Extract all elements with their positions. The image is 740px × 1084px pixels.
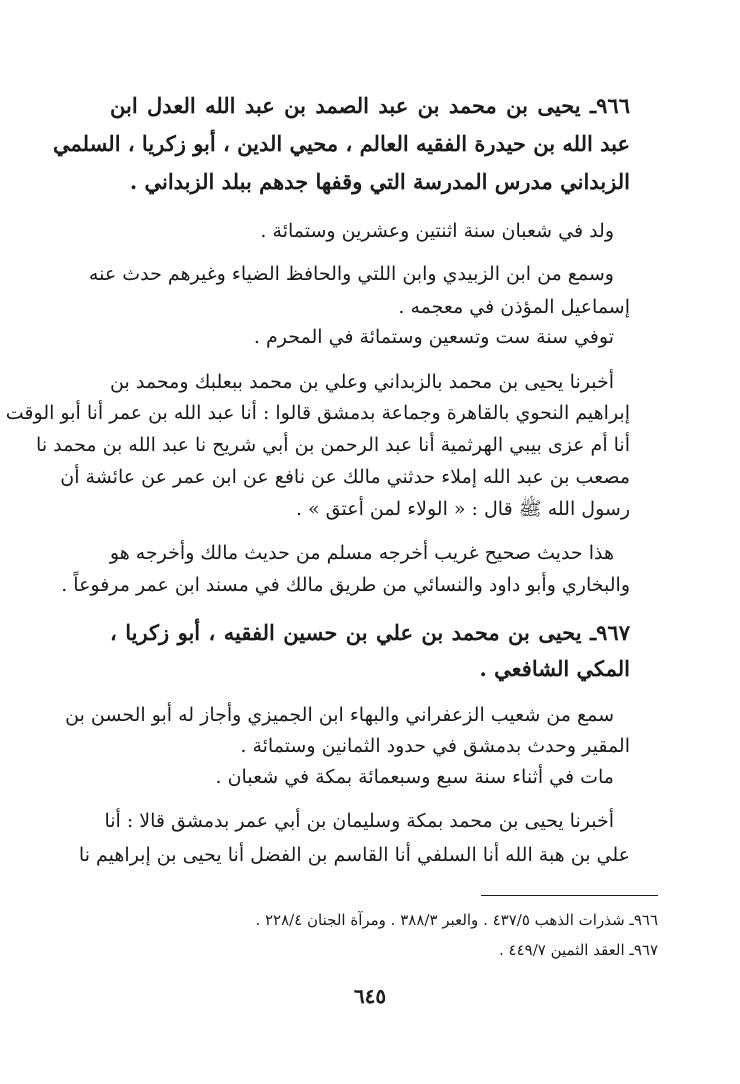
- footnote-967: ٩٦٧ـ العقد الثمين ٤٤٩/٧ .: [498, 941, 658, 959]
- page-number: ٦٤٥: [353, 984, 387, 1008]
- isnad-966-line-3: أنا أم عزى بيبي الهرثمية أنا عبد الرحمن بن أبي شريح نا عبد الله بن محمد نا: [36, 434, 630, 456]
- isnad-966-line-4: مصعب بن عبد الله إملاء حدثني مالك عن نافع عن ابن عمر عن عائشة أن: [60, 466, 630, 488]
- isnad-966-line-2: إبراهيم النحوي بالقاهرة وجماعة بدمشق قالوا : أنا عبد الله بن عمر أنا أبو الوقت: [5, 402, 630, 424]
- death-967-line: مات في أثناء سنة سبع وسبعمائة بمكة في شعبان .: [215, 766, 614, 788]
- isnad-966-line-5: رسول الله ﷺ قال : « الولاء لمن أعتق » .: [295, 498, 630, 520]
- hadith-grade-line-2: والبخاري وأبو داود والنسائي من طريق مالك في مسند ابن عمر مرفوعاً .: [61, 574, 630, 596]
- hearing-line-2: إسماعيل المؤذن في معجمه .: [398, 296, 630, 318]
- footnote-966: ٩٦٦ـ شذرات الذهب ٤٣٧/٥ . والعبر ٣٨٨/٣ . ومرآة الجنان ٢٢٨/٤ .: [255, 911, 658, 929]
- isnad-967-line-2: علي بن هبة الله أنا السلفي أنا القاسم بن الفضل أنا يحيى بن إبراهيم نا: [78, 844, 630, 866]
- entry-966-heading-line-1: ٩٦٦ـ يحيى بن محمد بن عبد الصمد بن عبد الله العدل ابن: [110, 93, 630, 118]
- entry-967-heading-line-1: ٩٦٧ـ يحيى بن محمد بن علي بن حسين الفقيه ، أبو زكريا ،: [110, 620, 630, 645]
- hearing-967-line-2: المقير وحدث بدمشق في حدود الثمانين وستمائة .: [240, 735, 630, 757]
- birth-line: ولد في شعبان سنة اثنتين وعشرين وستمائة .: [260, 220, 614, 242]
- hearing-line-1: وسمع من ابن الزبيدي وابن اللتي والحافظ الضياء وغيرهم حدث عنه: [88, 263, 614, 285]
- hadith-grade-line-1: هذا حديث صحيح غريب أخرجه مسلم من حديث مالك وأخرجه هو: [109, 542, 614, 564]
- entry-966-heading-line-3: الزبداني مدرس المدرسة التي وقفها جدهم ببلد الزبداني .: [129, 169, 630, 194]
- isnad-966-line-1: أخبرنا يحيى بن محمد بالزبداني وعلي بن محمد ببعلبك ومحمد بن: [110, 371, 614, 393]
- entry-967-heading-line-2: المكي الشافعي .: [479, 656, 630, 681]
- footnote-separator: [481, 895, 658, 896]
- hearing-967-line-1: سمع من شعيب الزعفراني والبهاء ابن الجميزي وأجاز له أبو الحسن بن: [65, 704, 614, 726]
- death-line: توفي سنة ست وتسعين وستمائة في المحرم .: [253, 326, 614, 348]
- entry-966-heading-line-2: عبد الله بن حيدرة الفقيه العالم ، محيي الدين ، أبو زكريا ، السلمي: [52, 131, 630, 156]
- isnad-967-line-1: أخبرنا يحيى بن محمد بمكة وسليمان بن أبي عمر بدمشق قالا : أنا: [104, 810, 614, 832]
